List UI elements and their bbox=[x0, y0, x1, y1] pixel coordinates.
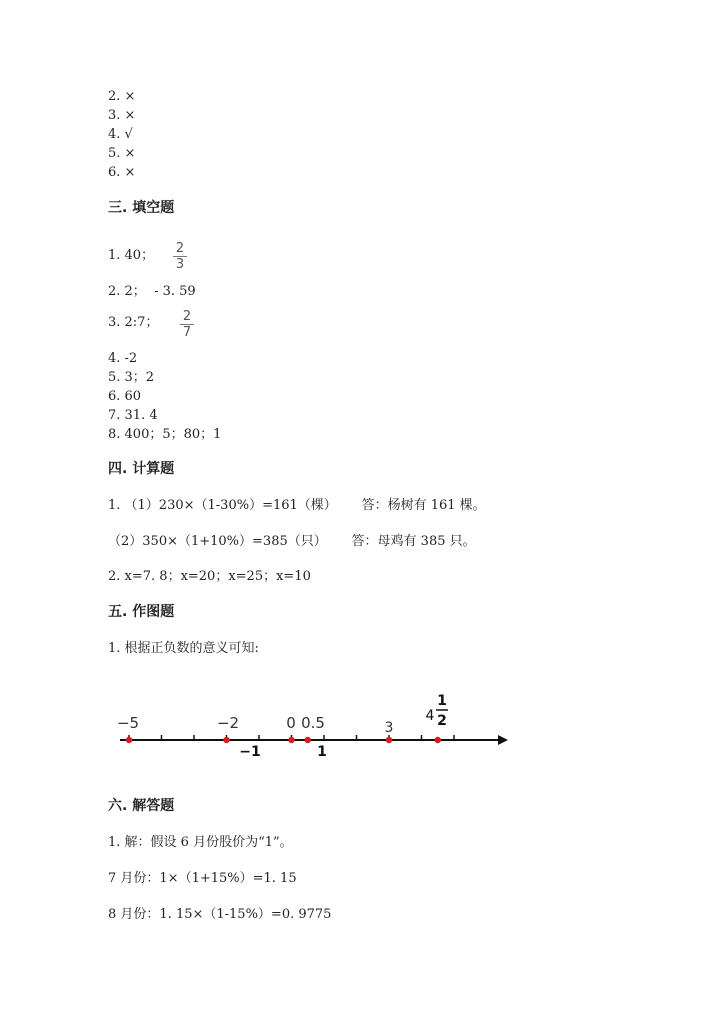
fraction-denominator: 7 bbox=[182, 325, 192, 340]
label-half: 0.5 bbox=[301, 714, 325, 732]
point-marker bbox=[288, 737, 294, 743]
calc-answer-1-1: 1. （1）230×（1-30%）=161（棵） 答：杨树有 161 棵。 bbox=[108, 498, 486, 513]
label-neg-1: −1 bbox=[239, 744, 261, 760]
point-marker bbox=[223, 737, 229, 743]
fill-answer-6: 6. 60 bbox=[108, 389, 142, 404]
judge-answer-6: 6. × bbox=[108, 165, 136, 180]
drawing-answer-1: 1. 根据正负数的意义可知: bbox=[108, 641, 259, 656]
fraction-numerator: 2 bbox=[182, 309, 192, 324]
point-marker bbox=[435, 737, 441, 743]
fraction-denominator: 3 bbox=[175, 257, 185, 272]
judge-answer-4: 4. √ bbox=[108, 127, 133, 142]
point-marker bbox=[126, 737, 132, 743]
section-3-title: 三. 填空题 bbox=[108, 200, 175, 216]
fill-answer-7: 7. 31. 4 bbox=[108, 408, 158, 423]
label-mixed-denominator: 2 bbox=[437, 713, 447, 729]
fill-answer-3: 3. 2:7； bbox=[108, 315, 159, 330]
section-5-title: 五. 作图题 bbox=[108, 604, 175, 620]
fill-answer-5: 5. 3；2 bbox=[108, 370, 155, 385]
label-mixed-numerator: 1 bbox=[437, 693, 447, 709]
arrow-head-icon bbox=[498, 735, 508, 745]
solve-answer-3: 8 月份：1. 15×（1-15%）=0. 9775 bbox=[108, 907, 332, 922]
fill-answer-4: 4. -2 bbox=[108, 351, 138, 366]
solve-answer-1: 1. 解：假设 6 月份股价为“1”。 bbox=[108, 835, 293, 850]
calc-answer-1-2: （2）350×（1+10%）=385（只） 答：母鸡有 385 只。 bbox=[108, 534, 476, 549]
point-marker bbox=[305, 737, 311, 743]
fraction-2-3 bbox=[173, 242, 187, 271]
number-line bbox=[0, 690, 720, 790]
judge-answer-5: 5. × bbox=[108, 146, 136, 161]
label-neg-2: −2 bbox=[216, 714, 240, 732]
fill-answer-2: 2. 2； - 3. 59 bbox=[108, 284, 196, 299]
section-4-title: 四. 计算题 bbox=[108, 461, 175, 477]
solve-answer-2: 7 月份：1×（1+15%）=1. 15 bbox=[108, 871, 297, 886]
fill-answer-8: 8. 400；5；80；1 bbox=[108, 427, 222, 442]
section-6-title: 六. 解答题 bbox=[108, 798, 175, 814]
label-mixed-whole: 4 bbox=[425, 708, 435, 724]
fraction-numerator: 2 bbox=[175, 241, 185, 256]
fraction-2-7 bbox=[180, 310, 194, 339]
point-marker bbox=[386, 737, 392, 743]
label-neg-5: −5 bbox=[116, 714, 140, 732]
judge-answer-2: 2. × bbox=[108, 89, 136, 104]
judge-answer-3: 3. × bbox=[108, 108, 136, 123]
calc-answer-2: 2. x=7. 8；x=20；x=25；x=10 bbox=[108, 569, 311, 584]
label-one: 1 bbox=[317, 744, 327, 760]
label-zero: 0 bbox=[286, 714, 296, 732]
fill-answer-1: 1. 40； bbox=[108, 248, 155, 263]
label-three: 3 bbox=[384, 720, 394, 736]
